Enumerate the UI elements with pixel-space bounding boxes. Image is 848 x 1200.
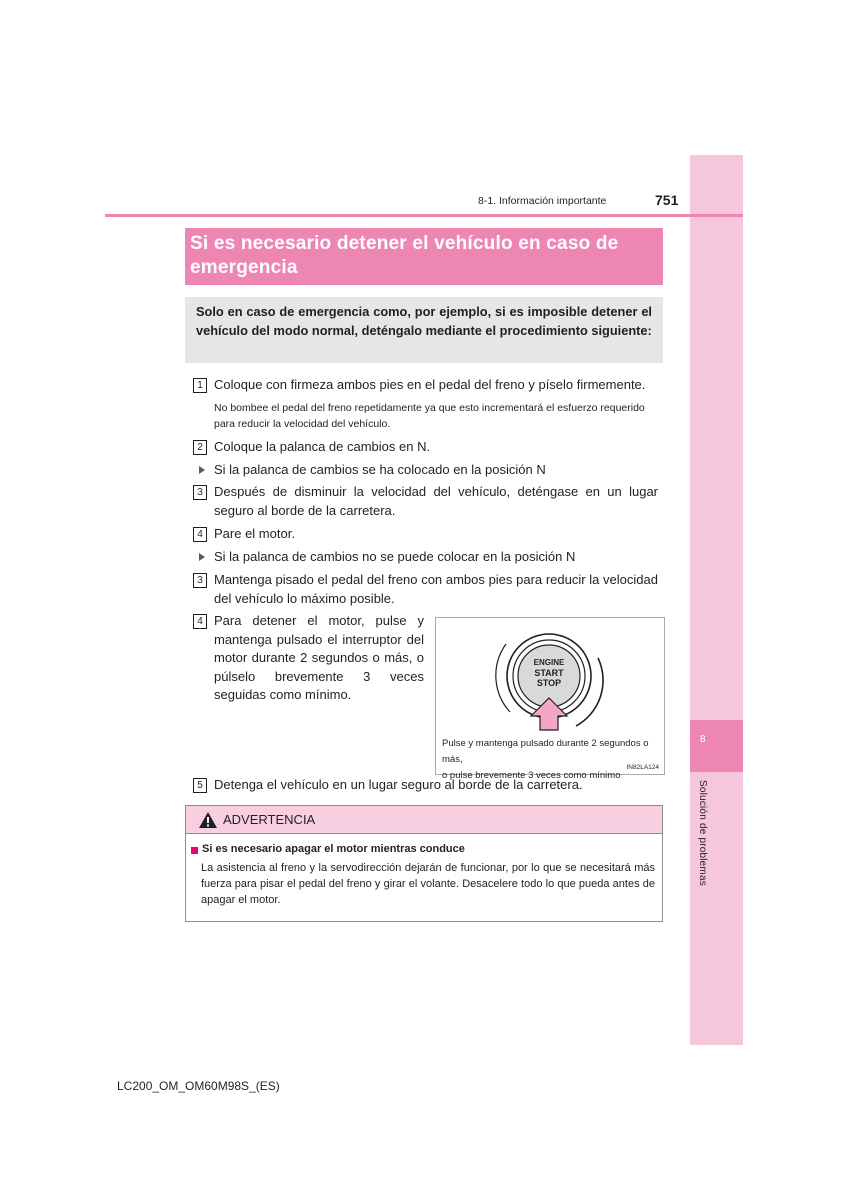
step-number-box: 5 [193, 778, 207, 793]
chapter-number-tab [690, 720, 743, 772]
step-number-box: 3 [193, 573, 207, 588]
chapter-number: 8 [700, 734, 706, 745]
intro-text: Solo en caso de emergencia como, por ejemplo, si es imposible detener el vehículo del modo normal, deténgalo mediante el procedimiento siguiente: [196, 304, 652, 338]
warning-title: ADVERTENCIA [223, 812, 316, 827]
button-label-engine: ENGINE [533, 658, 565, 667]
condition-heading: Si la palanca de cambios no se puede colocar en la posición N [214, 549, 576, 564]
chapter-side-tab [690, 155, 743, 1045]
figure-code: IN82LA124 [626, 764, 659, 771]
engine-switch-figure [435, 617, 665, 781]
step-text: Coloque con firmeza ambos pies en el pedal del freno y píselo firmemente. [214, 377, 646, 392]
step-text: Para detener el motor, pulse y mantenga pulsado el interruptor del motor durante 2 segundos o más, o púlselo brevemente 3 veces seguidas como mínimo. [214, 613, 424, 702]
step-text: Mantenga pisado el pedal del freno con ambos pies para reducir la velocidad del vehículo lo máximo posible. [214, 572, 658, 606]
button-label-start: START [534, 668, 564, 678]
warning-body: La asistencia al freno y la servodirección dejarán de funcionar, por lo que se necesitará más fuerza para pisar el pedal del freno y girar el volante. Desacelere todo lo que pueda antes de apagar el motor. [201, 862, 655, 906]
section-header: 8-1. Información importante [478, 195, 607, 207]
step-number-box: 2 [193, 440, 207, 455]
button-label-stop: STOP [536, 678, 562, 688]
warning-subtitle: Si es necesario apagar el motor mientras conduce [202, 843, 465, 855]
step-number-box: 3 [193, 485, 207, 500]
bullet-triangle-icon [199, 466, 205, 474]
figure-caption-line: o pulse brevemente 3 veces como mínimo [442, 770, 621, 781]
warning-triangle-icon [198, 811, 218, 829]
square-bullet-icon [191, 847, 198, 854]
page-number: 751 [655, 192, 679, 208]
chapter-label: Solución de problemas [697, 780, 708, 886]
step-number-box: 4 [193, 614, 207, 629]
step-number-box: 4 [193, 527, 207, 542]
warning-box [185, 805, 663, 922]
step-text: Detenga el vehículo en un lugar seguro al borde de la carretera. [214, 777, 583, 792]
document-code: LC200_OM_OM60M98S_(ES) [117, 1079, 280, 1093]
page-title: Si es necesario detener el vehículo en caso de emergencia [190, 233, 619, 278]
step-note: No bombee el pedal del freno repetidamente ya que esto incrementará el esfuerzo requerido para reducir la velocidad del vehículo. [214, 402, 645, 430]
step-text: Después de disminuir la velocidad del vehículo, deténgase en un lugar seguro al borde de la carretera. [214, 484, 658, 518]
header-rule [105, 214, 743, 217]
bullet-triangle-icon [199, 553, 205, 561]
step-text: Coloque la palanca de cambios en N. [214, 439, 431, 454]
step-number-box: 1 [193, 378, 207, 393]
page-title-box [185, 228, 663, 285]
warning-header [186, 806, 662, 834]
figure-caption-line: Pulse y mantenga pulsado durante 2 segundos o más, [442, 738, 649, 765]
condition-heading: Si la palanca de cambios se ha colocado en la posición N [214, 462, 546, 477]
intro-box [185, 297, 663, 363]
step-text: Pare el motor. [214, 526, 295, 541]
engine-start-stop-button-illustration [436, 618, 664, 736]
